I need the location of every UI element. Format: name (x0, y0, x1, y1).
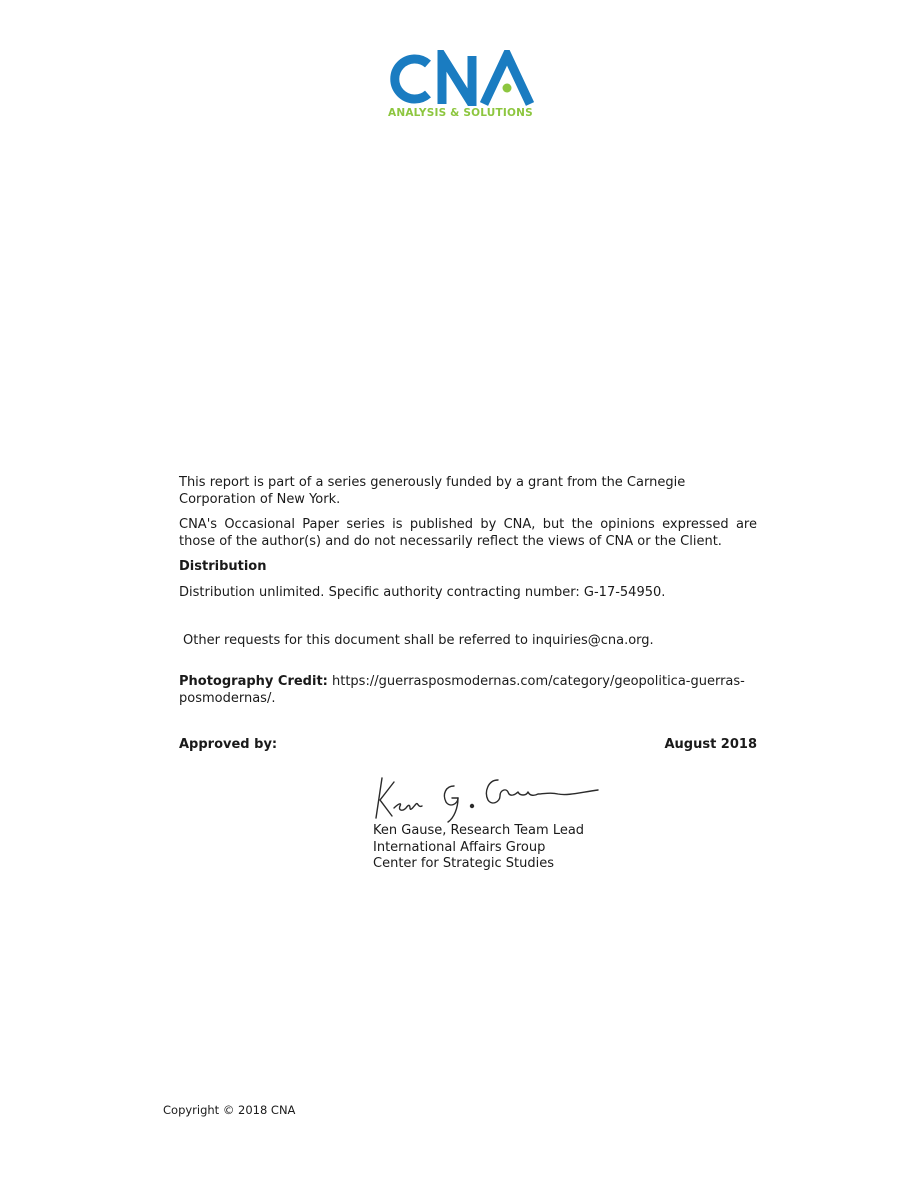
logo-accent-dot (503, 84, 512, 93)
distribution-heading: Distribution (179, 559, 267, 574)
approved-by-label: Approved by: (179, 737, 278, 752)
signer-name-title: Ken Gause, Research Team Lead (373, 823, 585, 838)
signer-block (373, 823, 584, 873)
signer-group: International Affairs Group (373, 839, 546, 855)
signature-icon (368, 772, 606, 824)
logo-letter-n (442, 56, 472, 104)
copyright: Copyright © 2018 CNA (163, 1103, 296, 1117)
photography-credit-paragraph (179, 674, 757, 707)
photography-credit (179, 674, 757, 707)
approval-row (179, 737, 757, 755)
logo-letter-a (484, 55, 530, 104)
logo-tagline: ANALYSIS & SOLUTIONS (388, 107, 533, 119)
photography-credit-label: Photography Credit: (179, 674, 328, 689)
disclaimer-text: CNA's Occasional Paper series is published by CNA, but the opinions expressed are those of the author(s) and do not necessarily reflect the views of CNA or the Client. (179, 517, 757, 549)
signer-center: Center for Strategic Studies (373, 856, 555, 871)
approval-date: August 2018 (664, 737, 757, 752)
requests-text: Other requests for this document shall be referred to inquiries@cna.org. (183, 633, 654, 648)
distribution-text: Distribution unlimited. Specific authority contracting number: G-17-54950. (179, 585, 666, 600)
cna-logo-mark (384, 50, 536, 106)
disclaimer (179, 517, 757, 550)
funding-note-text: This report is part of a series generously funded by a grant from the Carnegie Corporation of New York. (179, 475, 686, 507)
logo-letter-c (395, 59, 428, 99)
photography-credit-url: https://guerrasposmodernas.com/category/geopolitica-guerras-posmodernas/. (179, 674, 745, 706)
cna-logo (384, 50, 536, 122)
funding-note (179, 475, 757, 508)
